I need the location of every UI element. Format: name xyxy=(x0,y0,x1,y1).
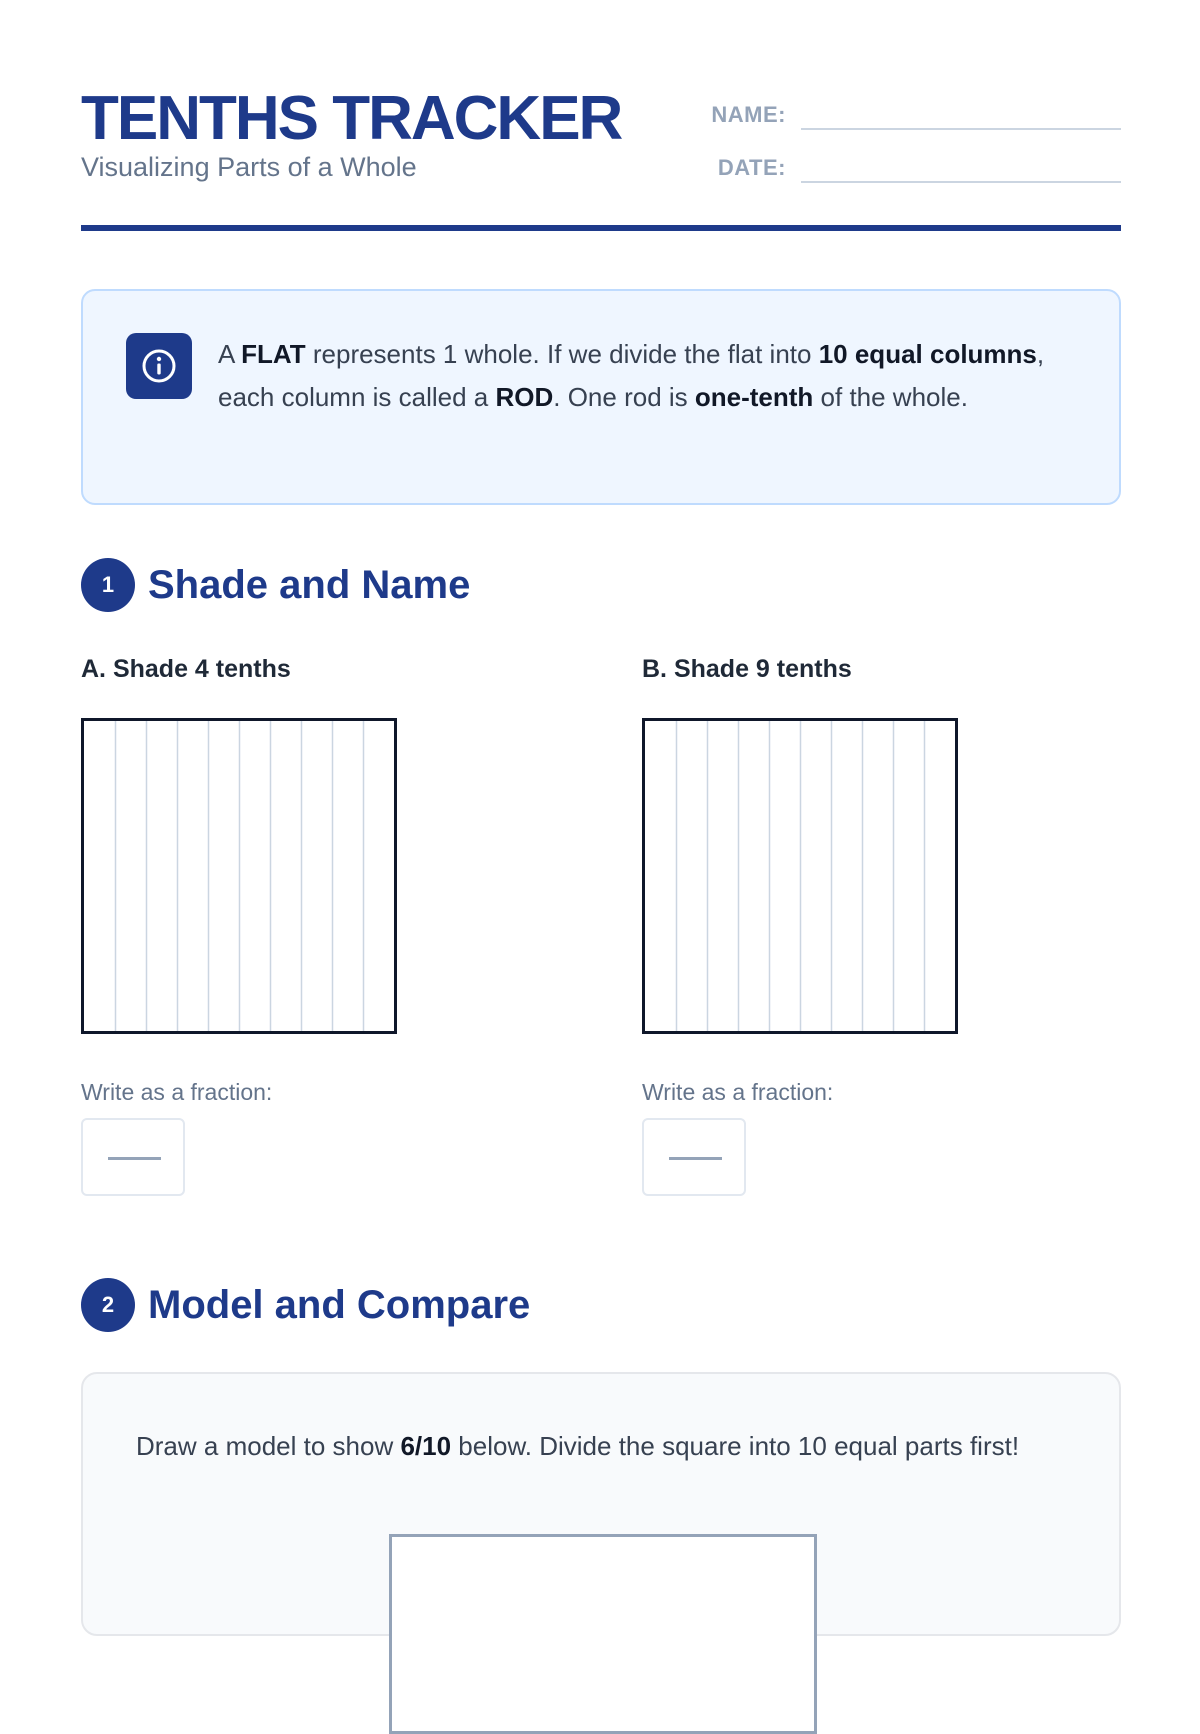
name-label: NAME: xyxy=(711,102,786,127)
emphasis-text: FLAT xyxy=(241,339,306,369)
fraction-answer-box[interactable] xyxy=(81,1118,185,1196)
section-title: Shade and Name xyxy=(148,563,471,607)
emphasis-text: ROD xyxy=(495,382,554,412)
model-instructions xyxy=(136,1426,1076,1466)
fraction-bar xyxy=(108,1157,161,1160)
section-number-badge: 2 xyxy=(81,1278,135,1332)
date-row xyxy=(691,145,1121,185)
problem-label: B. Shade 9 tenths xyxy=(642,655,852,683)
body-text: A xyxy=(218,339,242,369)
info-box xyxy=(81,289,1121,505)
section-1-header xyxy=(81,558,881,612)
page-subtitle: Visualizing Parts of a Whole xyxy=(81,152,417,182)
section-title: Model and Compare xyxy=(148,1283,531,1327)
fraction-label: Write as a fraction: xyxy=(81,1079,273,1105)
fraction-bar xyxy=(669,1157,722,1160)
fraction-label: Write as a fraction: xyxy=(642,1079,834,1105)
body-text: of the whole. xyxy=(813,382,968,412)
name-field[interactable] xyxy=(801,128,1121,130)
problem-a xyxy=(81,655,561,1205)
body-text: , each column is called a xyxy=(218,339,1045,412)
section-2-header xyxy=(81,1278,881,1332)
problem-b xyxy=(642,655,1122,1205)
name-row xyxy=(691,92,1121,132)
header-divider xyxy=(81,225,1121,231)
emphasis-text: 6/10 xyxy=(400,1431,452,1461)
emphasis-text: 10 equal columns xyxy=(818,339,1037,369)
section-number-badge: 1 xyxy=(81,558,135,612)
info-text xyxy=(218,333,1078,419)
tenths-grid[interactable] xyxy=(81,718,397,1034)
body-text: . One rod is xyxy=(553,382,695,412)
drawing-square[interactable] xyxy=(389,1534,817,1734)
emphasis-text: one-tenth xyxy=(694,382,814,412)
header xyxy=(81,80,1121,230)
date-label: DATE: xyxy=(717,155,786,180)
page-title: TENTHS TRACKER xyxy=(81,84,622,153)
body-text: represents 1 whole. If we divide the flat into xyxy=(305,339,819,369)
body-text: below. Divide the square into 10 equal parts first! xyxy=(451,1431,1020,1461)
tenths-grid[interactable] xyxy=(642,718,958,1034)
body-text: Draw a model to show xyxy=(136,1431,401,1461)
model-box xyxy=(81,1372,1121,1636)
problem-label: A. Shade 4 tenths xyxy=(81,655,291,683)
fraction-answer-box[interactable] xyxy=(642,1118,746,1196)
info-icon xyxy=(126,333,192,399)
date-field[interactable] xyxy=(801,181,1121,183)
